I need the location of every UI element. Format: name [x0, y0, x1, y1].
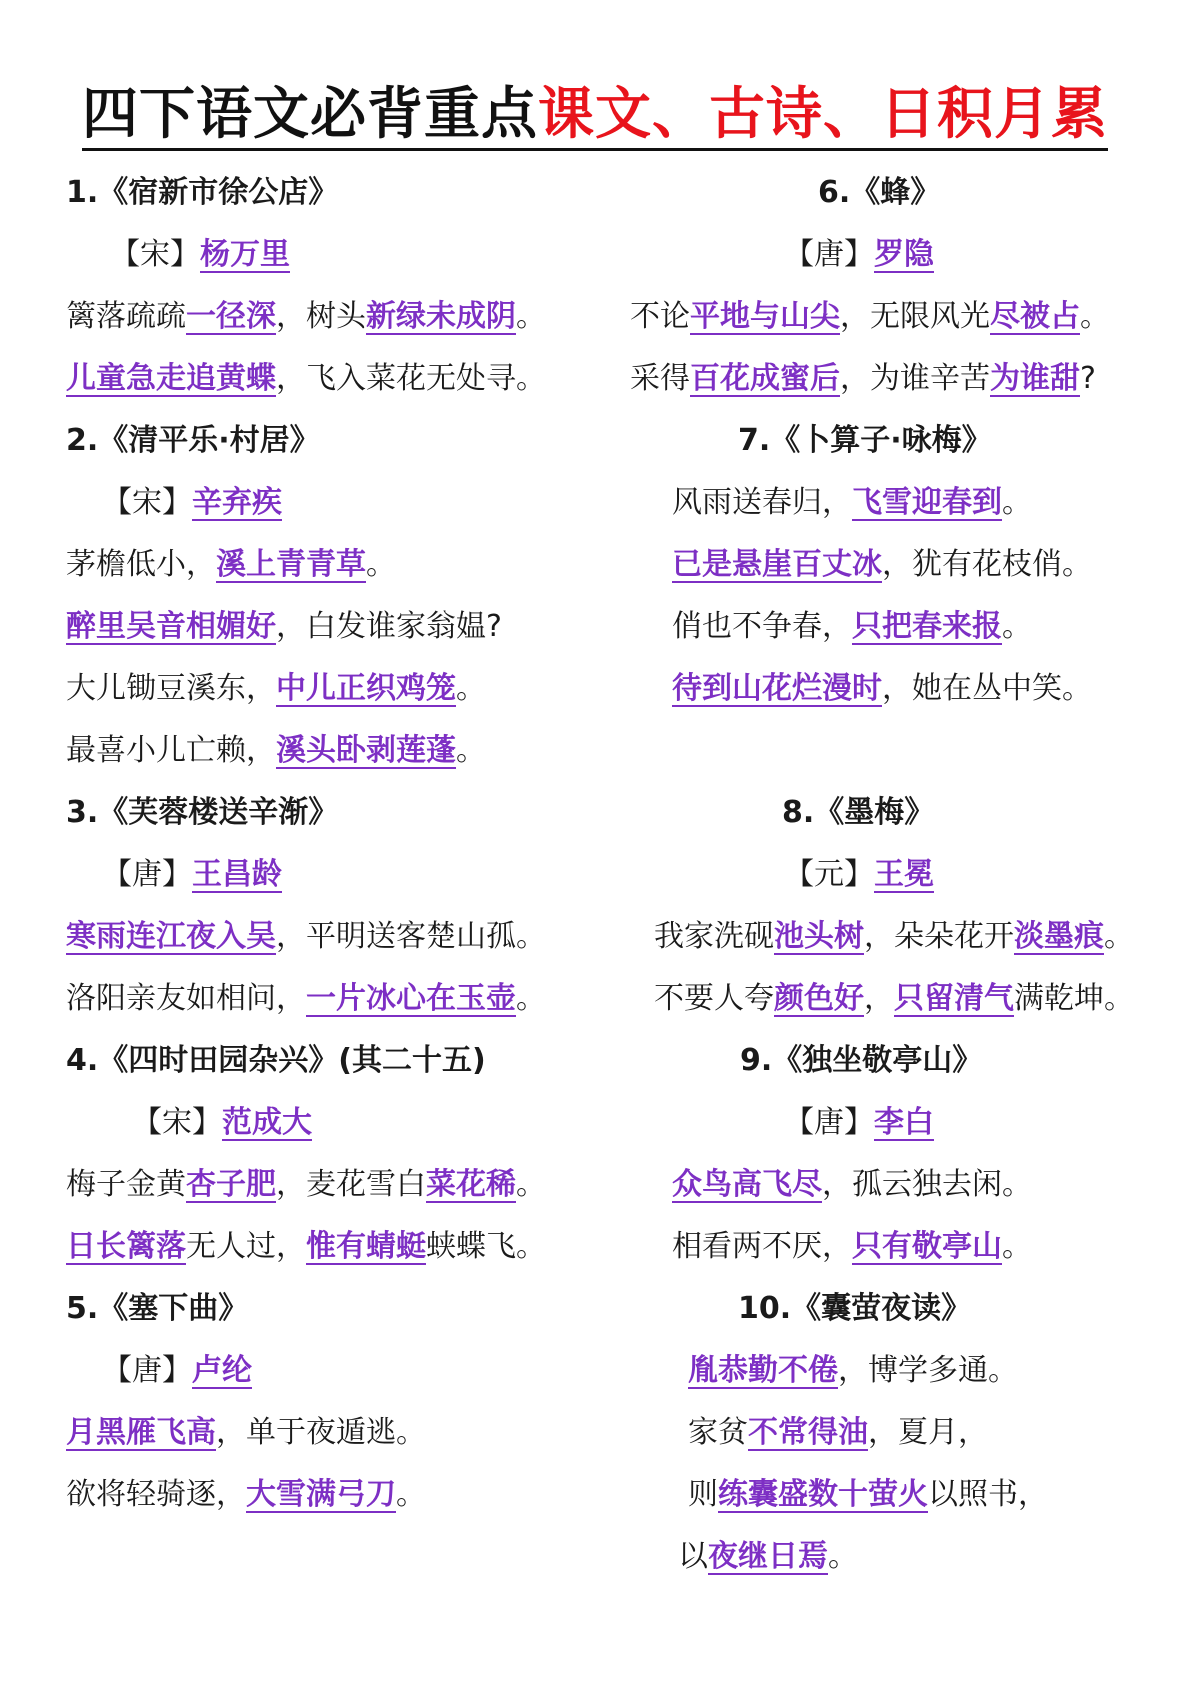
- dynasty: 【宋】: [102, 485, 192, 520]
- plain-text: 。: [828, 1539, 858, 1574]
- poem-line: [620, 596, 1180, 658]
- poem-line: [66, 906, 586, 968]
- poem-line: [620, 658, 1180, 720]
- plain-text: 。: [1104, 919, 1134, 954]
- plain-text: 俏也不争春，: [672, 609, 852, 644]
- poem-line: [66, 1464, 586, 1526]
- plain-text: ，无限风光: [840, 299, 990, 334]
- poem-author: [66, 472, 586, 534]
- dynasty: 【宋】: [132, 1105, 222, 1140]
- plain-text: ，为谁辛苦: [840, 361, 990, 396]
- poem-line: [620, 286, 1180, 348]
- author-name: 李白: [874, 1105, 934, 1140]
- poem-line: [620, 472, 1180, 534]
- plain-text: 则: [688, 1477, 718, 1512]
- dynasty: 【元】: [784, 857, 874, 892]
- plain-text: 欲将轻骑逐，: [66, 1477, 246, 1512]
- poem-line: [620, 1340, 1180, 1402]
- spacer: [620, 720, 1180, 782]
- poem-title: 6.《蜂》: [818, 175, 941, 210]
- poem-author: [66, 1340, 586, 1402]
- plain-text: ，夏月，: [868, 1415, 988, 1450]
- key-phrase: 月黑雁飞高: [66, 1415, 216, 1450]
- plain-text: ，: [864, 981, 894, 1016]
- poem-line: [620, 1216, 1180, 1278]
- left-column: [66, 162, 586, 1526]
- key-phrase: 溪上青青草: [216, 547, 366, 582]
- plain-text: 蛱蝶飞。: [426, 1229, 546, 1264]
- key-phrase: 为谁甜: [990, 361, 1080, 396]
- poem-title: 7.《卜算子·咏梅》: [738, 423, 992, 458]
- plain-text: 我家洗砚: [654, 919, 774, 954]
- title-red: 课文、古诗、日积月累: [538, 82, 1108, 147]
- plain-text: 满乾坤。: [1014, 981, 1134, 1016]
- poem-author: [620, 224, 1180, 286]
- author-name: 范成大: [222, 1105, 312, 1140]
- plain-text: ，白发谁家翁媪?: [276, 609, 502, 644]
- author-name: 王冕: [874, 857, 934, 892]
- plain-text: ，飞入菜花无处寻。: [276, 361, 546, 396]
- plain-text: ，平明送客楚山孤。: [276, 919, 546, 954]
- poem-author: [620, 844, 1180, 906]
- page-title: [0, 78, 1190, 152]
- key-phrase: 溪头卧剥莲蓬: [276, 733, 456, 768]
- key-phrase: 只留清气: [894, 981, 1014, 1016]
- dynasty: 【唐】: [784, 237, 874, 272]
- key-phrase: 池头树: [774, 919, 864, 954]
- poem-line: [66, 348, 586, 410]
- key-phrase: 醉里吴音相媚好: [66, 609, 276, 644]
- plain-text: 。: [516, 981, 546, 1016]
- author-name: 杨万里: [200, 237, 290, 272]
- key-phrase: 练囊盛数十萤火: [718, 1477, 928, 1512]
- key-phrase: 寒雨连江夜入吴: [66, 919, 276, 954]
- plain-text: ，孤云独去闲。: [822, 1167, 1032, 1202]
- key-phrase: 中儿正织鸡笼: [276, 671, 456, 706]
- plain-text: 风雨送春归，: [672, 485, 852, 520]
- plain-text: 。: [516, 1167, 546, 1202]
- dynasty: 【唐】: [102, 857, 192, 892]
- plain-text: 。: [396, 1477, 426, 1512]
- author-name: 卢纶: [192, 1353, 252, 1388]
- dynasty: 【唐】: [784, 1105, 874, 1140]
- poem-title: 3.《芙蓉楼送辛渐》: [66, 795, 339, 830]
- key-phrase: 已是悬崖百丈冰: [672, 547, 882, 582]
- plain-text: ，麦花雪白: [276, 1167, 426, 1202]
- poem-line: [620, 534, 1180, 596]
- plain-text: ，她在丛中笑。: [882, 671, 1092, 706]
- plain-text: 最喜小儿亡赖，: [66, 733, 276, 768]
- key-phrase: 一径深: [186, 299, 276, 334]
- key-phrase: 杏子肥: [186, 1167, 276, 1202]
- key-phrase: 只把春来报: [852, 609, 1002, 644]
- key-phrase: 飞雪迎春到: [852, 485, 1002, 520]
- poem-author: [66, 224, 586, 286]
- poem-line: [66, 1154, 586, 1216]
- right-column: [620, 162, 1180, 1588]
- plain-text: 。: [1002, 1229, 1032, 1264]
- poem-line: [620, 906, 1180, 968]
- poem-line: [66, 286, 586, 348]
- key-phrase: 夜继日焉: [708, 1539, 828, 1574]
- plain-text: 茅檐低小，: [66, 547, 216, 582]
- plain-text: 相看两不厌，: [672, 1229, 852, 1264]
- key-phrase: 只有敬亭山: [852, 1229, 1002, 1264]
- key-phrase: 一片冰心在玉壶: [306, 981, 516, 1016]
- dynasty: 【唐】: [102, 1353, 192, 1388]
- key-phrase: 菜花稀: [426, 1167, 516, 1202]
- poem-line: [620, 1154, 1180, 1216]
- poem-author: [66, 1092, 586, 1154]
- key-phrase: 儿童急走追黄蝶: [66, 361, 276, 396]
- poem-author: [66, 844, 586, 906]
- poem-line: [66, 596, 586, 658]
- poem-title: 2.《清平乐·村居》: [66, 423, 320, 458]
- plain-text: 。: [456, 733, 486, 768]
- plain-text: 不要人夸: [654, 981, 774, 1016]
- dynasty: 【宋】: [110, 237, 200, 272]
- key-phrase: 淡墨痕: [1014, 919, 1104, 954]
- poem-line: [620, 1464, 1180, 1526]
- plain-text: 采得: [630, 361, 690, 396]
- poem-title: 4.《四时田园杂兴》(其二十五): [66, 1043, 486, 1078]
- poem-line: [620, 968, 1180, 1030]
- poem-line: [66, 1402, 586, 1464]
- poem-line: [620, 1402, 1180, 1464]
- plain-text: 大儿锄豆溪东，: [66, 671, 276, 706]
- plain-text: 家贫: [688, 1415, 748, 1450]
- title-black: 四下语文必背重点: [82, 82, 538, 147]
- plain-text: 以: [678, 1539, 708, 1574]
- key-phrase: 百花成蜜后: [690, 361, 840, 396]
- key-phrase: 尽被占: [990, 299, 1080, 334]
- plain-text: 以照书，: [928, 1477, 1048, 1512]
- key-phrase: 惟有蜻蜓: [306, 1229, 426, 1264]
- key-phrase: 平地与山尖: [690, 299, 840, 334]
- poem-title: 1.《宿新市徐公店》: [66, 175, 339, 210]
- plain-text: ?: [1080, 361, 1096, 396]
- plain-text: 。: [456, 671, 486, 706]
- author-name: 辛弃疾: [192, 485, 282, 520]
- poem-title: 9.《独坐敬亭山》: [740, 1043, 983, 1078]
- key-phrase: 不常得油: [748, 1415, 868, 1450]
- plain-text: 不论: [630, 299, 690, 334]
- poem-line: [620, 1526, 1180, 1588]
- key-phrase: 颜色好: [774, 981, 864, 1016]
- author-name: 罗隐: [874, 237, 934, 272]
- plain-text: ，单于夜遁逃。: [216, 1415, 426, 1450]
- poem-line: [66, 658, 586, 720]
- poem-title: 10.《囊萤夜读》: [738, 1291, 972, 1326]
- key-phrase: 新绿未成阴: [366, 299, 516, 334]
- title-underline: [82, 148, 1108, 151]
- key-phrase: 待到山花烂漫时: [672, 671, 882, 706]
- plain-text: 梅子金黄: [66, 1167, 186, 1202]
- plain-text: 篱落疏疏: [66, 299, 186, 334]
- plain-text: 无人过，: [186, 1229, 306, 1264]
- plain-text: 洛阳亲友如相问，: [66, 981, 306, 1016]
- poem-title: 8.《墨梅》: [782, 795, 935, 830]
- plain-text: 。: [516, 299, 546, 334]
- plain-text: ，朵朵花开: [864, 919, 1014, 954]
- author-name: 王昌龄: [192, 857, 282, 892]
- poem-line: [66, 720, 586, 782]
- poem-line: [66, 1216, 586, 1278]
- plain-text: ，树头: [276, 299, 366, 334]
- key-phrase: 大雪满弓刀: [246, 1477, 396, 1512]
- plain-text: 。: [1002, 609, 1032, 644]
- poem-line: [66, 968, 586, 1030]
- poem-author: [620, 1092, 1180, 1154]
- plain-text: ，博学多通。: [838, 1353, 1018, 1388]
- plain-text: 。: [1080, 299, 1110, 334]
- poem-line: [620, 348, 1180, 410]
- plain-text: ，犹有花枝俏。: [882, 547, 1092, 582]
- poem-line: [66, 534, 586, 596]
- key-phrase: 众鸟高飞尽: [672, 1167, 822, 1202]
- key-phrase: 日长篱落: [66, 1229, 186, 1264]
- key-phrase: 胤恭勤不倦: [688, 1353, 838, 1388]
- poem-title: 5.《塞下曲》: [66, 1291, 249, 1326]
- plain-text: 。: [1002, 485, 1032, 520]
- plain-text: 。: [366, 547, 396, 582]
